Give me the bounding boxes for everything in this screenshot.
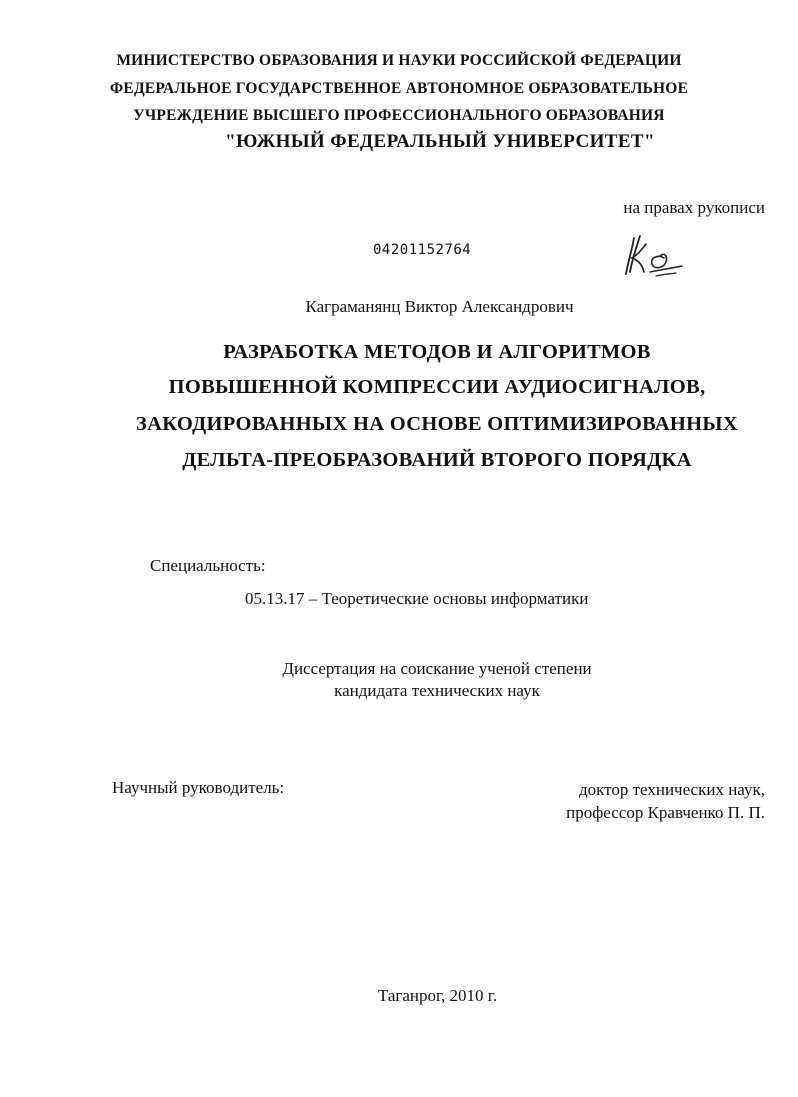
ministry-header-line-2: ФЕДЕРАЛЬНОЕ ГОСУДАРСТВЕННОЕ АВТОНОМНОЕ ОБРАЗОВАТЕЛЬНОЕ — [109, 80, 689, 97]
thesis-title-line-1: РАЗРАБОТКА МЕТОДОВ И АЛГОРИТМОВ — [223, 341, 651, 363]
degree-line-2: кандидата технических наук — [334, 681, 540, 700]
city-and-year: Таганрог, 2010 г. — [377, 986, 498, 1005]
supervisor-label: Научный руководитель: — [112, 778, 285, 797]
supervisor-name: профессор Кравченко П. П. — [566, 803, 765, 822]
author-name: Каграманянц Виктор Александрович — [305, 297, 574, 316]
degree-line-1: Диссертация на соискание ученой степени — [282, 659, 592, 678]
registration-number: 04201152764 — [373, 242, 472, 258]
manuscript-note: на правах рукописи — [623, 198, 765, 217]
ministry-header-line-3: УЧРЕЖДЕНИЕ ВЫСШЕГО ПРОФЕССИОНАЛЬНОГО ОБРАЗОВАНИЯ — [133, 107, 665, 124]
ministry-header-line-1: МИНИСТЕРСТВО ОБРАЗОВАНИЯ И НАУКИ РОССИЙСКОЙ ФЕДЕРАЦИИ — [116, 52, 682, 69]
handwritten-signature-icon — [620, 230, 690, 280]
supervisor-degree: доктор технических наук, — [578, 780, 765, 799]
thesis-title-line-4: ДЕЛЬТА-ПРЕОБРАЗОВАНИЙ ВТОРОГО ПОРЯДКА — [182, 449, 692, 471]
thesis-title-line-2: ПОВЫШЕННОЙ КОМПРЕССИИ АУДИОСИГНАЛОВ, — [168, 376, 706, 398]
specialty-value: 05.13.17 – Теоретические основы информатики — [245, 589, 589, 608]
thesis-title-line-3: ЗАКОДИРОВАННЫХ НА ОСНОВЕ ОПТИМИЗИРОВАННЫХ — [136, 413, 738, 435]
specialty-label: Специальность: — [150, 556, 266, 575]
supervisor-details — [566, 778, 765, 824]
university-name: "ЮЖНЫЙ ФЕДЕРАЛЬНЫЙ УНИВЕРСИТЕТ" — [225, 131, 655, 152]
